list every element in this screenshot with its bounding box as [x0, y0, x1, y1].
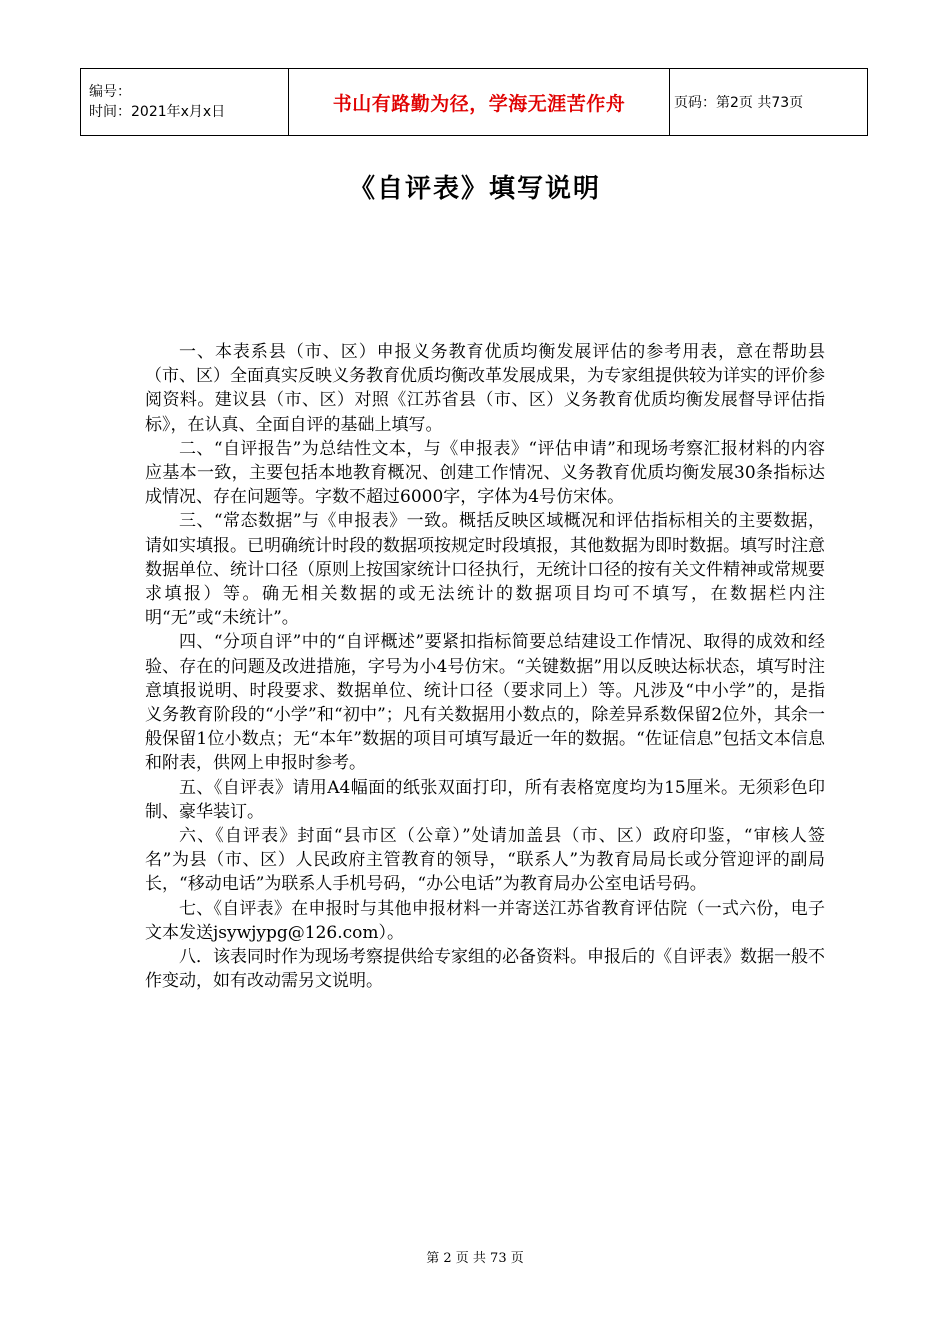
- paragraph-5: 五、《自评表》请用A4幅面的纸张双面打印，所有表格宽度均为15厘米。无须彩色印制、豪华装订。: [145, 777, 825, 822]
- header-page-info: 页码：第2页 共73页: [670, 69, 868, 136]
- paragraph-3: 三、“常态数据”与《申报表》一致。概括反映区域概况和评估指标相关的主要数据，请如实填报。已明确统计时段的数据项按规定时段填报，其他数据为即时数据。填写时注意数据单位、统计口径（原则上按国家统计口径执行，无统计口径的按有关文件精神或常规要求填报）等。确无相关数据的或无法统计的数据项目均可不填写，在数据栏内注明“无”或“未统计”。: [145, 511, 825, 629]
- header-meta: [81, 69, 289, 136]
- body-content: [145, 340, 825, 993]
- paragraph-1: 一、本表系县（市、区）申报义务教育优质均衡发展评估的参考用表，意在帮助县（市、区）全面真实反映义务教育优质均衡改革发展成果，为专家组提供较为详实的评价参阅资料。建议县（市、区）对照《江苏省县（市、区）义务教育优质均衡发展督导评估指标》，在认真、全面自评的基础上填写。: [145, 342, 825, 435]
- header-motto: 书山有路勤为径，学海无涯苦作舟: [332, 92, 626, 115]
- page-footer: 第 2 页 共 73 页: [426, 1251, 524, 1266]
- header-number-label: 编号：: [89, 84, 131, 100]
- paragraph-2: 二、“自评报告”为总结性文本，与《申报表》“评估申请”和现场考察汇报材料的内容应基本一致，主要包括本地教育概况、创建工作情况、义务教育优质均衡发展30条指标达成情况、存在问题等。字数不超过6000字，字体为4号仿宋体。: [145, 438, 825, 508]
- paragraph-4: 四、“分项自评”中的“自评概述”要紧扣指标简要总结建设工作情况、取得的成效和经验、存在的问题及改进措施，字号为小4号仿宋。“关键数据”用以反映达标状态，填写时注意填报说明、时段要求、数据单位、统计口径（要求同上）等。凡涉及“中小学”的，是指义务教育阶段的“小学”和“初中”；凡有关数据用小数点的，除差异系数保留2位外，其余一般保留1位小数点；无“本年”数据的项目可填写最近一年的数据。“佐证信息”包括文本信息和附表，供网上申报时参考。: [145, 632, 825, 774]
- header-motto-cell: [289, 69, 670, 136]
- paragraph-7: 七、《自评表》在申报时与其他申报材料一并寄送江苏省教育评估院（一式六份，电子文本发送jsywjypg@126.com）。: [145, 898, 825, 943]
- paragraph-6: 六、《自评表》封面“县市区（公章）”处请加盖县（市、区）政府印鉴，“审核人签名”为县（市、区）人民政府主管教育的领导，“联系人”为教育局局长或分管迎评的副局长，“移动电话”为联系人手机号码，“办公电话”为教育局办公室电话号码。: [145, 826, 825, 895]
- page-title: 《自评表》填写说明: [348, 174, 601, 204]
- header-table: [80, 68, 868, 136]
- paragraph-8: 八．该表同时作为现场考察提供给专家组的必备资料。申报后的《自评表》数据一般不作变动，如有改动需另文说明。: [145, 947, 825, 992]
- header-time-label: 时间：2021年x月x日: [89, 104, 226, 120]
